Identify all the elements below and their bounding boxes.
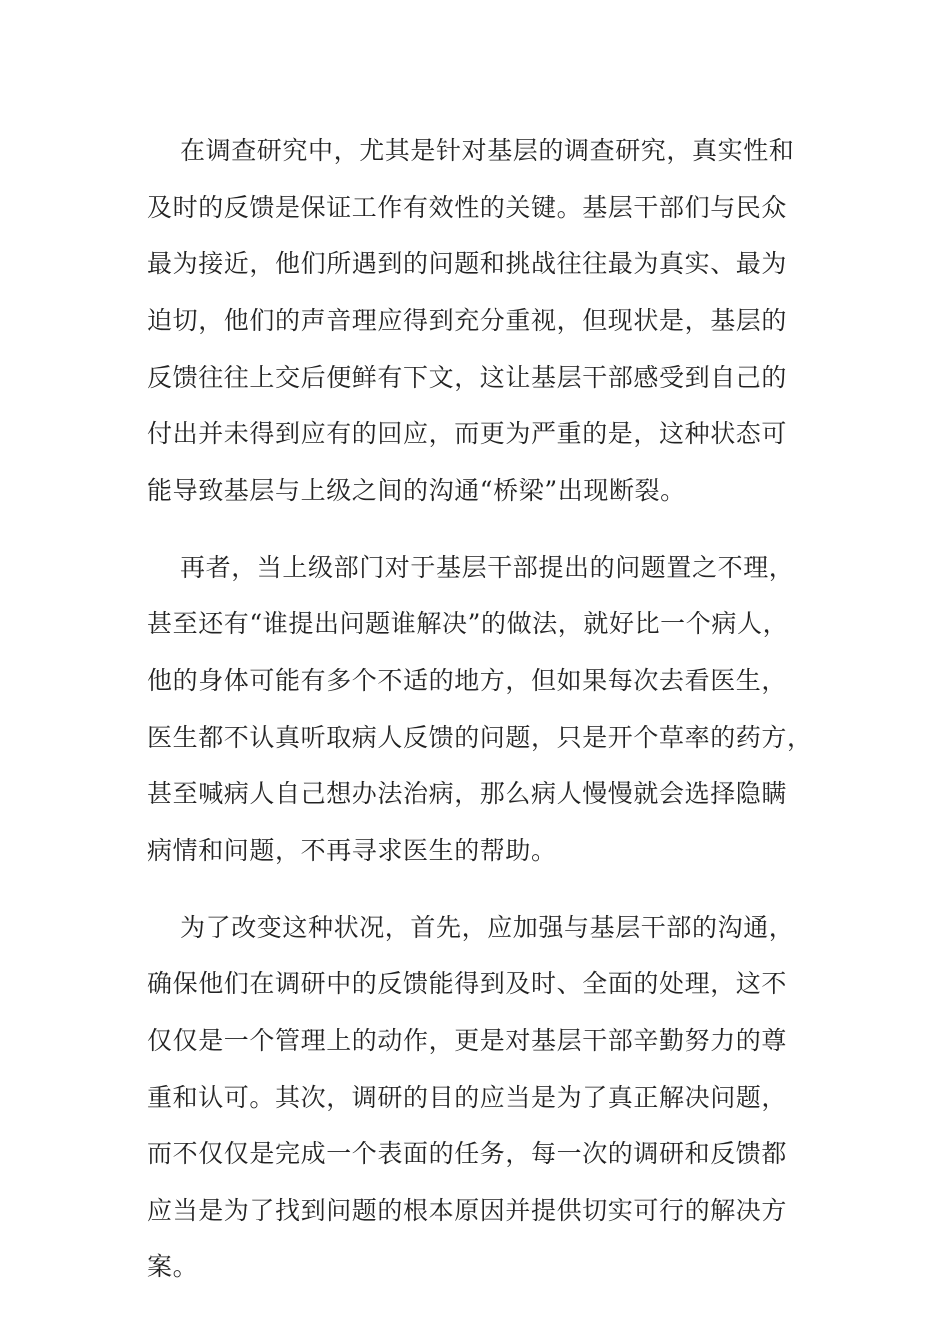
paragraph-line: 及时的反馈是保证工作有效性的关键。基层干部们与民众 — [147, 192, 788, 222]
paragraph-line: 他的身体可能有多个不适的地方，但如果每次去看医生， — [147, 665, 788, 695]
paragraph-line: 仅仅是一个管理上的动作，更是对基层干部辛勤努力的尊 — [147, 1025, 788, 1055]
paragraph-3 — [147, 910, 807, 1286]
paragraph-line: 反馈往往上交后便鲜有下文，这让基层干部感受到自己的 — [147, 362, 788, 392]
paragraph-line: 能导致基层与上级之间的沟通“桥梁”出现断裂。 — [147, 475, 686, 505]
paragraph-line: 付出并未得到应有的回应，而更为严重的是，这种状态可 — [147, 419, 788, 449]
paragraph-line: 重和认可。其次，调研的目的应当是为了真正解决问题， — [147, 1082, 788, 1112]
paragraph-line: 确保他们在调研中的反馈能得到及时、全面的处理，这不 — [147, 969, 788, 999]
paragraph-line: 应当是为了找到问题的根本原因并提供切实可行的解决方 — [147, 1195, 788, 1225]
document-body — [147, 133, 813, 1306]
paragraph-line: 医生都不认真听取病人反馈的问题，只是开个草率的药方， — [147, 722, 813, 752]
paragraph-spacer — [147, 890, 807, 910]
paragraph-line: 甚至喊病人自己想办法治病，那么病人慢慢就会选择隐瞒 — [147, 779, 788, 809]
paragraph-1 — [147, 133, 807, 509]
paragraph-line: 最为接近，他们所遇到的问题和挑战往往最为真实、最为 — [147, 249, 788, 279]
paragraph-line: 为了改变这种状况，首先，应加强与基层干部的沟通， — [180, 912, 795, 942]
paragraph-line: 而不仅仅是完成一个表面的任务，每一次的调研和反馈都 — [147, 1139, 788, 1169]
paragraph-spacer — [147, 530, 807, 550]
paragraph-line: 迫切，他们的声音理应得到充分重视，但现状是，基层的 — [147, 305, 788, 335]
paragraph-2 — [147, 550, 813, 869]
paragraph-line: 案。 — [147, 1252, 199, 1282]
paragraph-line: 再者，当上级部门对于基层干部提出的问题置之不理， — [180, 552, 795, 582]
paragraph-line: 甚至还有“谁提出问题谁解决”的做法，就好比一个病人， — [147, 609, 789, 639]
paragraph-line: 在调查研究中，尤其是针对基层的调查研究，真实性和 — [180, 136, 795, 165]
paragraph-line: 病情和问题，不再寻求医生的帮助。 — [147, 835, 557, 865]
